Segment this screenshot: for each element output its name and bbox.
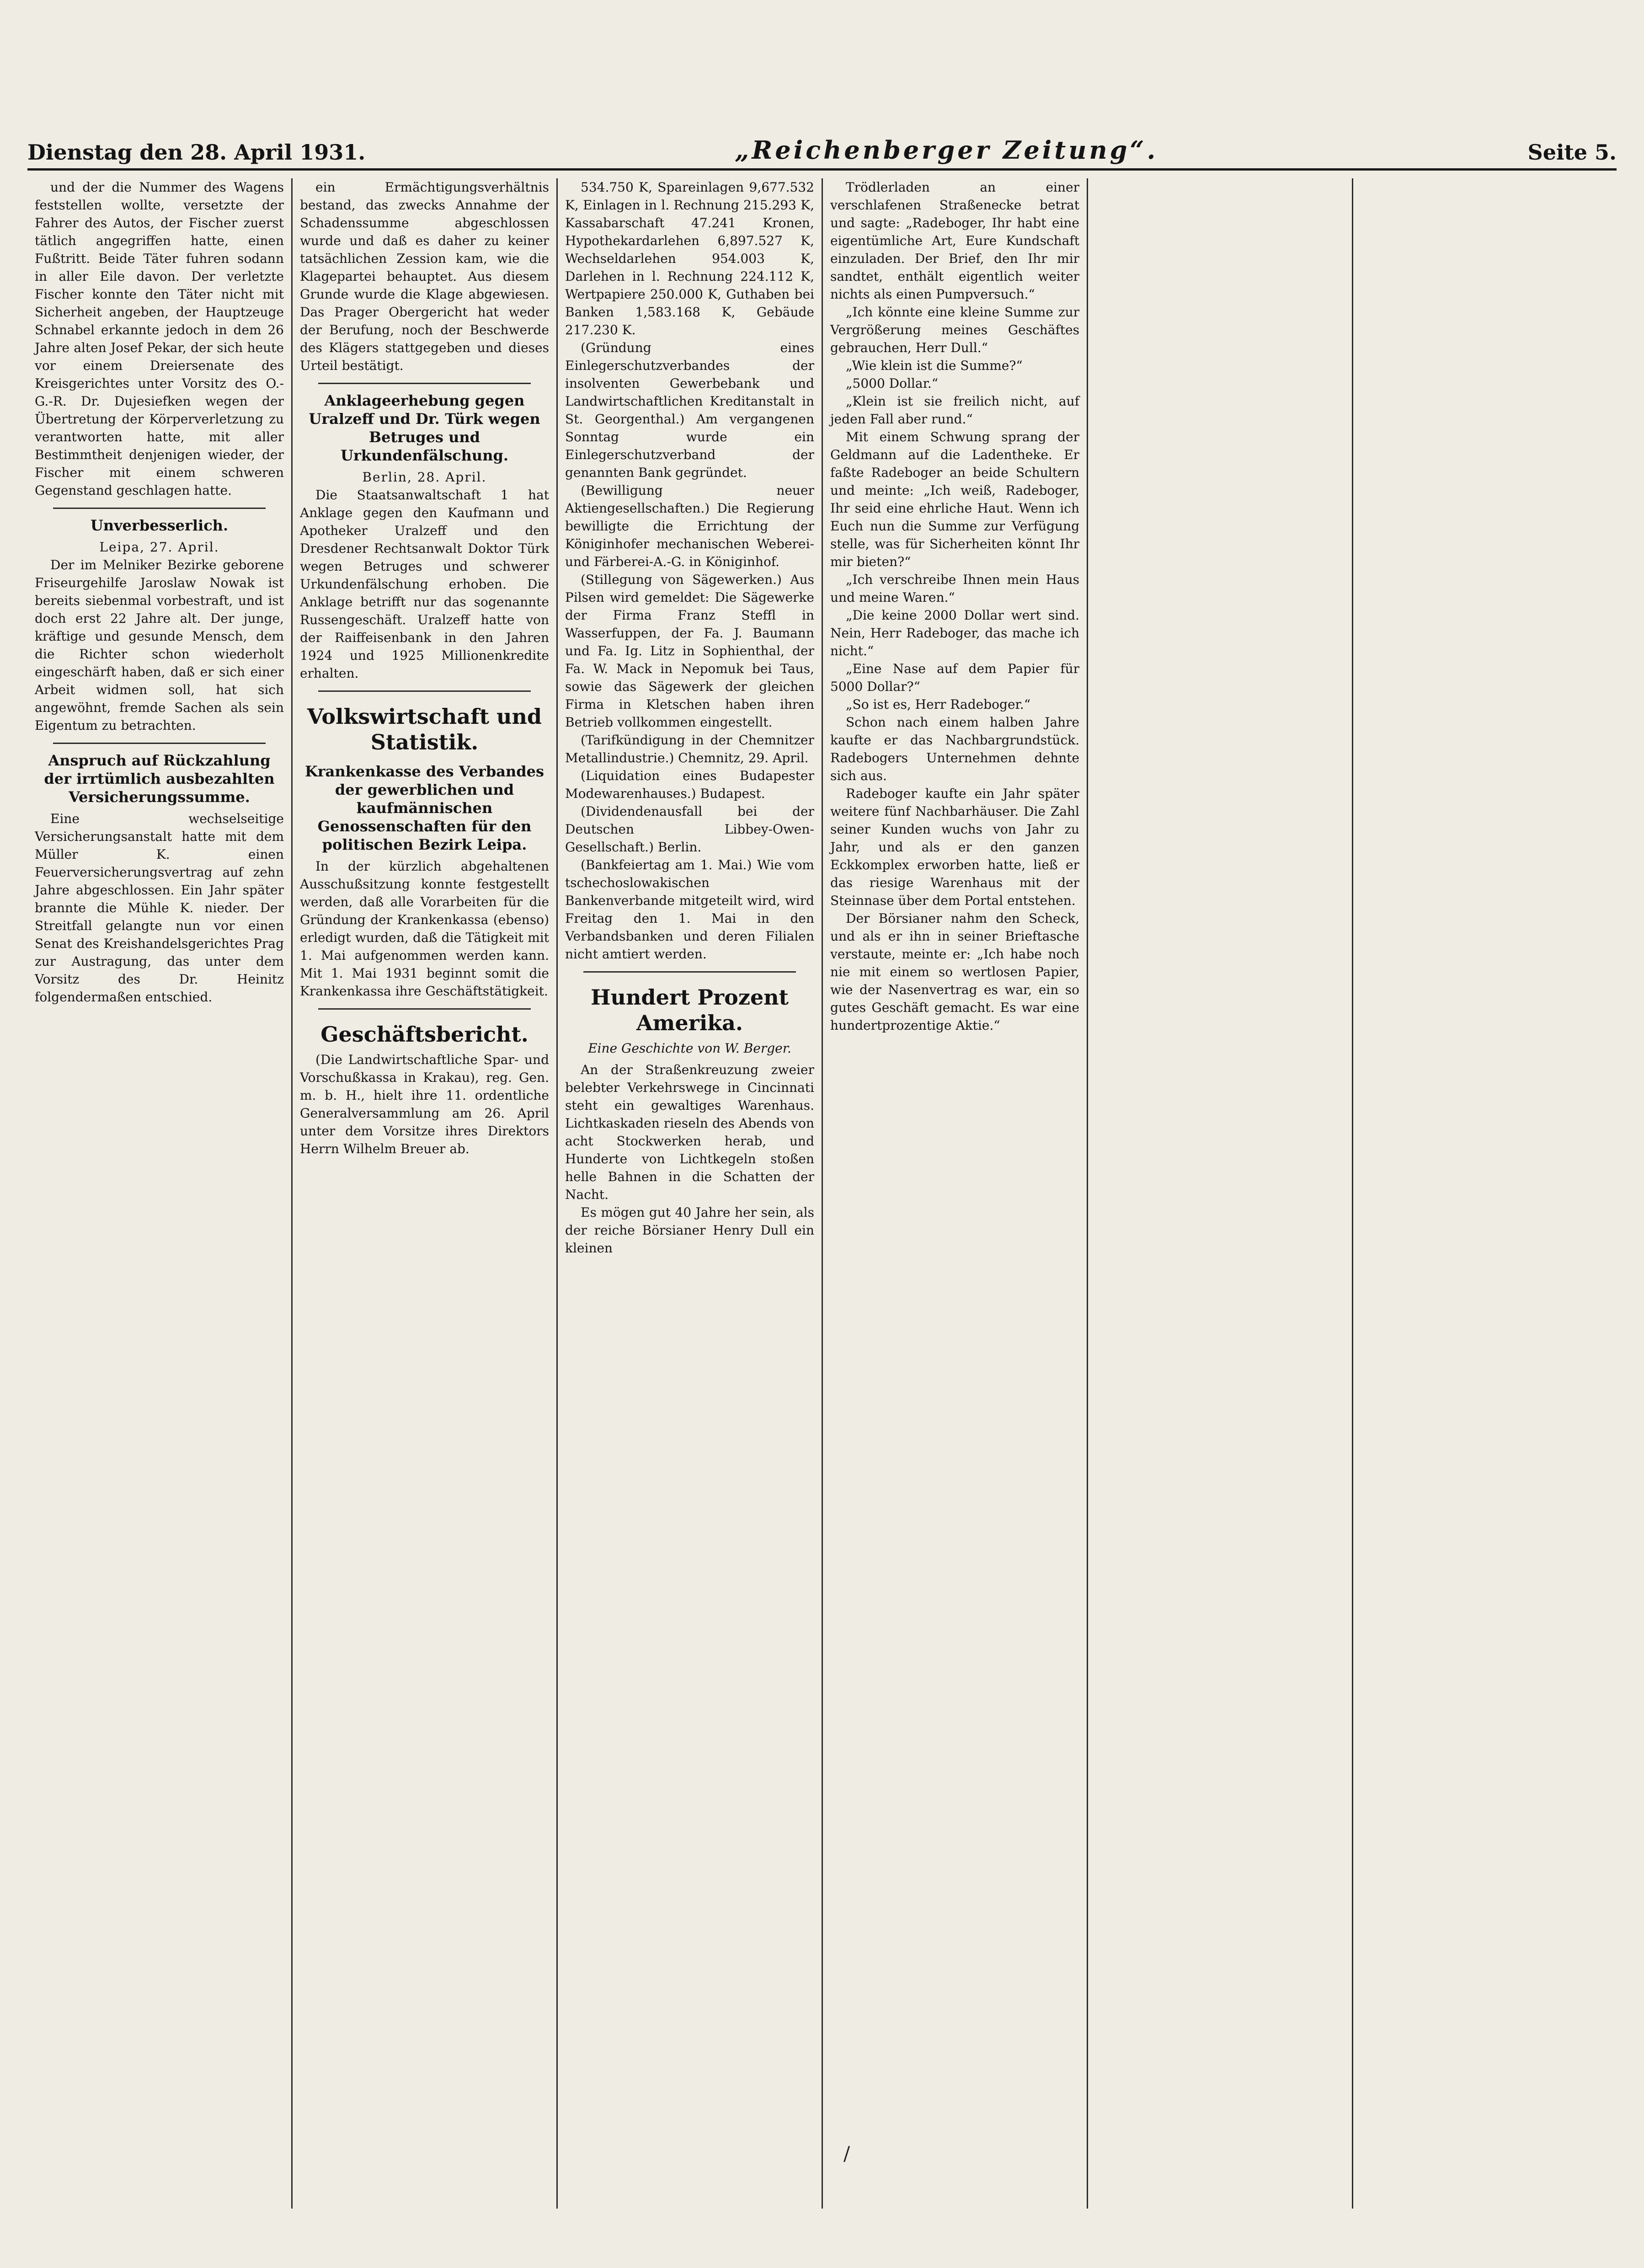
news-item: (Tarifkündigung in der Chemnitzer Metallindustrie.) Chemnitz, 29. April. <box>565 733 814 765</box>
news-item: (Stillegung von Sägewerken.) Aus Pilsen wird gemeldet: Die Sägewerke der Firma Franz Steffl in Wasserfuppen, der Fa. J. Baumann und Fa. Ig. Litz in Sophienthal, der Fa. W. Mack in Nepomuk bei Taus, sowie das Sägewerk der gleichen Firma in Kletschen haben ihren Betrieb vollkommen eingestellt. <box>565 572 814 730</box>
column-1 <box>27 178 293 2209</box>
news-item: (Liquidation eines Budapester Modewarenhauses.) Budapest. <box>565 768 814 801</box>
divider <box>53 743 266 744</box>
header-date: Dienstag den 28. April 1931. <box>27 140 366 165</box>
news-item: (Gründung eines Einlegerschutzverbandes der insolventen Gewerbebank und Landwirtschaftlichen Kreditanstalt in St. Georgenthal.) Am vergangenen Sonntag wurde ein Einlegerschutzverband der genannten Bank gegründet. <box>565 340 814 480</box>
divider <box>53 508 266 509</box>
story-text: Mit einem Schwung sprang der Geldmann auf die Ladentheke. Er faßte Radeboger an beide Schultern und meinte: „Ich weiß, Radeboger, Ihr seid eine ehrliche Haut. Wenn ich Euch nun die Summe zur Verfügung stelle, was für Sicherheiten könnt Ihr mir bieten?“ <box>830 429 1079 569</box>
story-text: „Ich verschreibe Ihnen mein Haus und meine Waren.“ <box>830 572 1079 605</box>
divider <box>318 1008 531 1010</box>
story-text: „Eine Nase auf dem Papier für 5000 Dollar?“ <box>830 661 1079 694</box>
column-3 <box>558 178 823 2209</box>
column-5 <box>1088 178 1353 2209</box>
column-6 <box>1353 178 1618 2209</box>
story-text: „Die keine 2000 Dollar wert sind. Nein, Herr Radeboger, das mache ich nicht.“ <box>830 608 1079 658</box>
headline: Anklageerhebung gegen Uralzeff und Dr. Türk wegen Betruges und Urkundenfälschung. <box>309 392 540 464</box>
page-number: Seite 5. <box>1527 140 1617 165</box>
story-text: „Klein ist sie freilich nicht, auf jeden Fall aber rund.“ <box>830 394 1079 427</box>
article-text: 534.750 K, Spareinlagen 9,677.532 K, Einlagen in l. Rechnung 215.293 K, Kassabarschaft 47.241 Kronen, Hypothekardarlehen 6,897.527 K, Wechseldarlehen 954.003 K, Darlehen in l. Rechnung 224.112 K, Wertpapiere 250.000 K, Guthaben bei Banken 1,583.168 K, Gebäude 217.230 K. <box>565 180 814 337</box>
story-text: An der Straßenkreuzung zweier belebter Verkehrswege in Cincinnati steht ein gewaltiges Warenhaus. Lichtkaskaden rieseln des Abends von acht Stockwerken herab, und Hunderte von Lichtkegeln stoßen helle Bahnen in die Schatten der Nacht. <box>565 1062 814 1202</box>
story-byline: Eine Geschichte von W. Berger. <box>588 1041 791 1056</box>
story-text: Trödlerladen an einer verschlafenen Straßenecke betrat und sagte: „Radeboger, Ihr habt eine eigentümliche Art, Eure Kundschaft einzuladen. Der Brief, den Ihr mir sandtet, enthält eigentlich weiter nichts als einen Pumpversuch.“ <box>830 180 1079 302</box>
article-text: Die Staatsanwaltschaft 1 hat Anklage gegen den Kaufmann und Apotheker Uralzeff und den Dresdener Rechtsanwalt Doktor Türk wegen Betruges und schwerer Urkundenfälschung erhoben. Die Anklage betrifft nur das sogenannte Russengeschäft. Uralzeff hatte von der Raiffeisenbank in den Jahren 1924 und 1925 Millionenkredite erhalten. <box>300 487 549 681</box>
story-text: Es mögen gut 40 Jahre her sein, als der reiche Börsianer Henry Dull ein kleinen <box>565 1205 814 1256</box>
divider <box>318 690 531 692</box>
story-text: „Ich könnte eine kleine Summe zur Vergrößerung meines Geschäftes gebrauchen, Herr Dull.“ <box>830 305 1079 355</box>
article-text: Der im Melniker Bezirke geborene Friseurgehilfe Jaroslaw Nowak ist bereits siebenmal vorbestraft, und ist doch erst 22 Jahre alt. Der junge, kräftige und gesunde Mensch, dem die Richter schon wiederholt eingeschärft haben, daß er sich einer Arbeit widmen soll, hat sich angewöhnt, fremde Sachen als sein Eigentum zu betrachten. <box>35 557 284 733</box>
headline: Krankenkasse des Verbandes der gewerblichen und kaufmännischen Genossenschaften für den politischen Bezirk Leipa. <box>304 763 544 853</box>
dateline: Berlin, 28. April. <box>362 470 487 485</box>
divider <box>318 383 531 384</box>
article-text: ein Ermächtigungsverhältnis bestand, das zwecks Annahme der Schadenssumme abgeschlossen wurde und daß es daher zu keiner tatsächlichen Zession kam, wie die Klagepartei behauptet. Aus diesem Grunde wurde die Klage abgewiesen. Das Prager Obergericht hat weder der Berufung, noch der Beschwerde des Klägers stattgegeben und dieses Urteil bestätigt. <box>300 180 549 373</box>
article-text: und der die Nummer des Wagens feststellen wollte, versetzte der Fahrer des Autos, der Fischer zuerst tätlich angegriffen hatte, einen Fußtritt. Beide Täter fuhren sodann in aller Eile davon. Der verletzte Fischer konnte den Täter nicht mit Sicherheit angeben, der Hauptzeuge Schnabel erkannte jedoch in dem 26 Jahre alten Josef Pekar, der sich heute vor einem Dreiersenate des Kreisgerichtes unter Vorsitz des O.-G.-R. Dr. Dujesiefken wegen der Übertretung der Körperverletzung zu verantworten hatte, mit aller Bestimmtheit denjenigen wieder, der Fischer mit einem schweren Gegenstand geschlagen hatte. <box>35 180 284 498</box>
page-header <box>27 128 1617 171</box>
story-text: Schon nach einem halben Jahre kaufte er das Nachbargrundstück. Radebogers Unternehmen dehnte sich aus. <box>830 715 1079 783</box>
column-4 <box>823 178 1088 2209</box>
article-text: In der kürzlich abgehaltenen Ausschußsitzung konnte festgestellt werden, daß alle Vorarbeiten für die Gründung der Krankenkassa (ebenso) erledigt wurden, daß die Tätigkeit mit 1. Mai aufgenommen werden kann. Mit 1. Mai 1931 beginnt somit die Krankenkassa ihre Geschäftstätigkeit. <box>300 859 549 999</box>
story-text: Radeboger kaufte ein Jahr später weitere fünf Nachbarhäuser. Die Zahl seiner Kunden wuchs von Jahr zu Jahr, und als er den ganzen Eckkomplex erworben hatte, ließ er das riesige Warenhaus mit der Steinnase über dem Portal entstehen. <box>830 786 1079 908</box>
article-text: Eine wechselseitige Versicherungsanstalt hatte mit dem Müller K. einen Feuerversicherungsvertrag auf zehn Jahre abgeschlossen. Ein Jahr später brannte die Mühle K. nieder. Der Streitfall gelangte nun vor einen Senat des Kreishandelsgerichtes Prag zur Austragung, das unter dem Vorsitz des Dr. Heinitz folgendermaßen entschied. <box>35 811 284 1005</box>
story-text: „5000 Dollar.“ <box>846 376 939 391</box>
divider <box>583 971 796 973</box>
news-item: (Bewilligung neuer Aktiengesellschaften.) Die Regierung bewilligte die Errichtung der Königinhofer mechanischen Weberei- und Färberei-A.-G. in Königinhof. <box>565 483 814 569</box>
story-text: „Wie klein ist die Summe?“ <box>846 358 1023 373</box>
page-mark: / <box>843 2142 850 2165</box>
column-2 <box>293 178 558 2209</box>
section-heading: Volkswirtschaft und Statistik. <box>307 704 542 754</box>
headline: Anspruch auf Rückzahlung der irrtümlich ausbezahlten Versicherungssumme. <box>44 752 275 806</box>
story-text: „So ist es, Herr Radeboger.“ <box>846 697 1031 712</box>
dateline: Leipa, 27. April. <box>99 540 219 555</box>
headline: Unverbesserlich. <box>90 517 229 534</box>
masthead-title: „Reichenberger Zeitung“. <box>735 135 1158 165</box>
story-text: Der Börsianer nahm den Scheck, und als er ihn in seiner Brieftasche verstaute, meinte er: „Ich habe noch nie mit einem so wertlosen Papier, wie der Nasenvertrag es war, ein so gutes Geschäft gemacht. Es war eine hundertprozentige Aktie.“ <box>830 911 1079 1033</box>
story-title: Hundert Prozent Amerika. <box>591 985 789 1035</box>
news-item: (Bankfeiertag am 1. Mai.) Wie vom tschechoslowakischen Bankenverbande mitgeteilt wird, wird Freitag den 1. Mai in den Verbandsbanken und deren Filialen nicht amtiert werden. <box>565 857 814 962</box>
article-text: (Die Landwirtschaftliche Spar- und Vorschußkassa in Krakau), reg. Gen. m. b. H., hielt ihre 11. ordentliche Generalversammlung am 26. April unter dem Vorsitze ihres Direktors Herrn Wilhelm Breuer ab. <box>300 1052 549 1156</box>
news-item: (Dividendenausfall bei der Deutschen Libbey-Owen-Gesellschaft.) Berlin. <box>565 804 814 855</box>
article-columns <box>27 178 1618 2209</box>
section-heading: Geschäftsbericht. <box>320 1022 528 1047</box>
